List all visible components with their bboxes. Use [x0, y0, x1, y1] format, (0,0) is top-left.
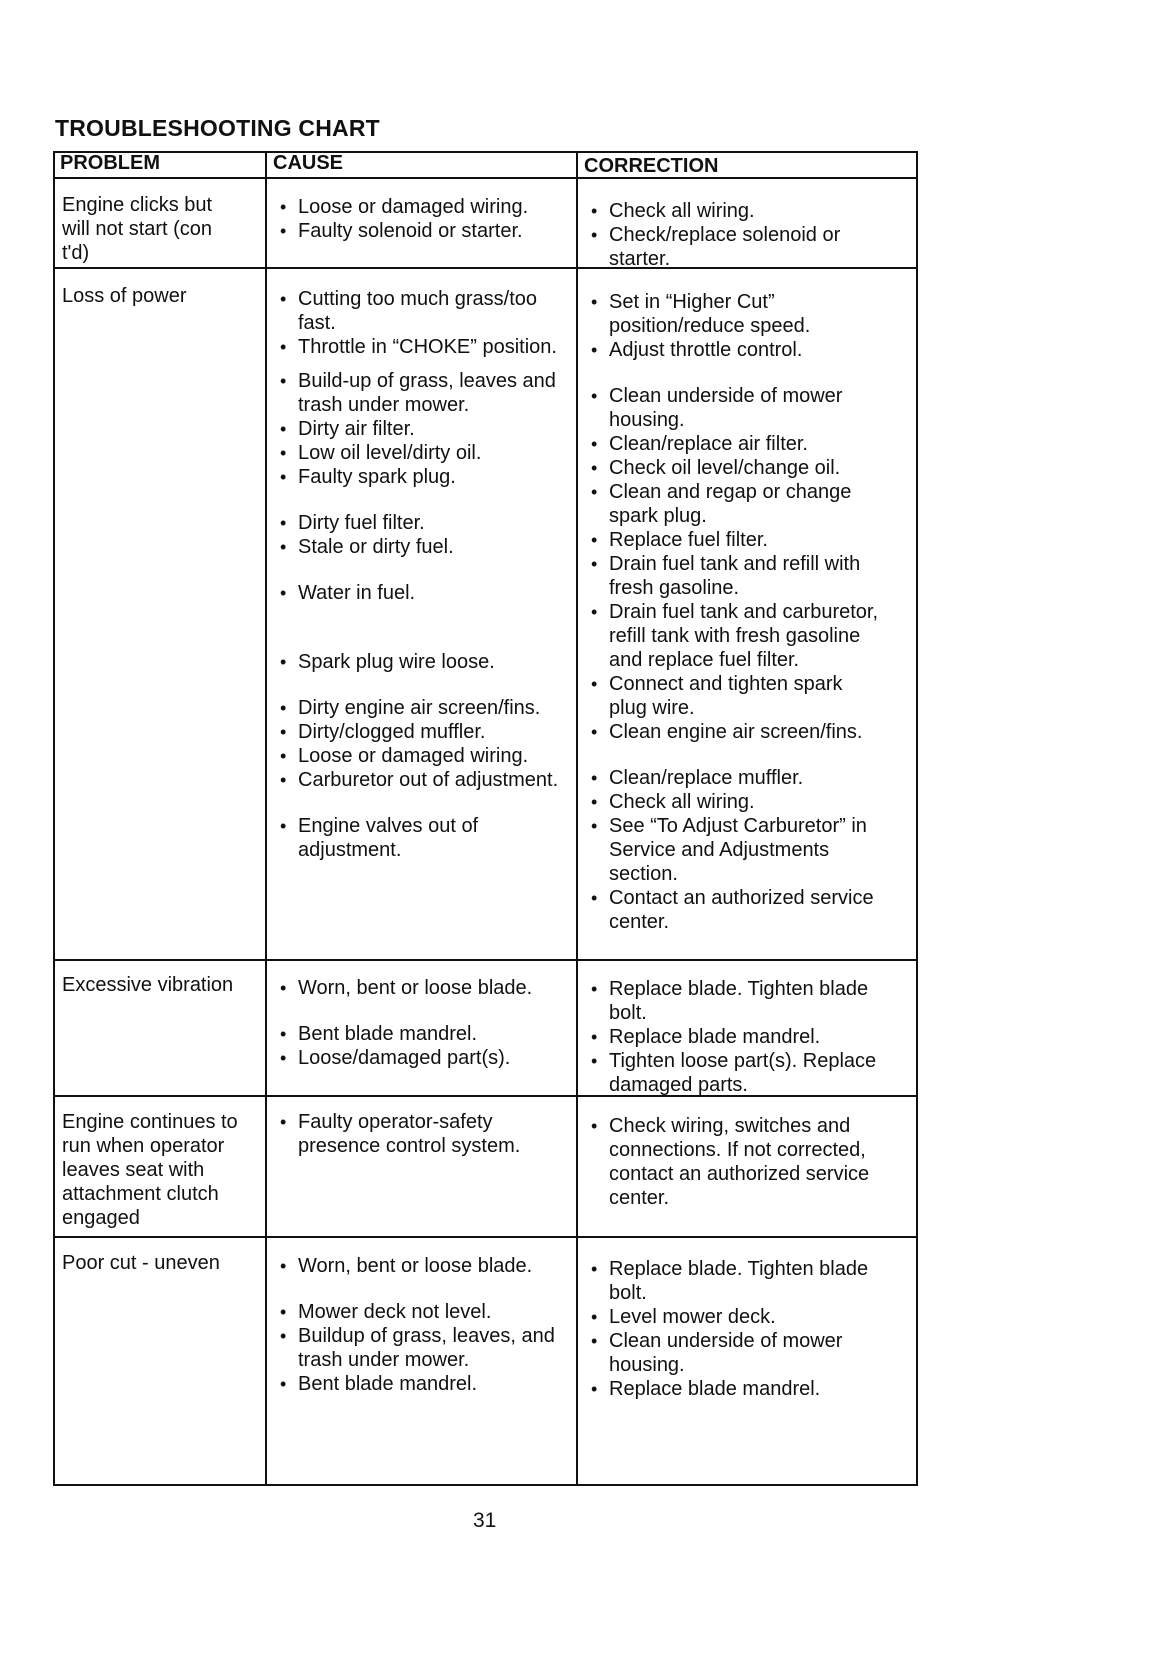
list-item: • Dirty fuel filter. — [273, 511, 573, 535]
list-item: • Throttle in “CHOKE” position. — [273, 335, 573, 359]
header-cause: CAUSE — [273, 152, 344, 174]
correction-cell-poor-cut — [584, 1257, 884, 1401]
list-item: • Check oil level/change oil. — [584, 456, 884, 480]
list-item: • Connect and tighten spark plug wire. — [584, 672, 884, 720]
troubleshooting-table — [53, 151, 918, 1486]
list-item: • Clean underside of mower housing. — [584, 384, 884, 432]
page-number: 31 — [473, 1509, 497, 1532]
list-item: • Faulty operator-safety presence control system. — [273, 1110, 573, 1158]
list-item: • Loose or damaged wiring. — [273, 195, 573, 219]
list-item: • Loose/damaged part(s). — [273, 1046, 573, 1070]
list-item: • Faulty solenoid or starter. — [273, 219, 573, 243]
list-item: • Bent blade mandrel. — [273, 1372, 573, 1396]
list-item: • Level mower deck. — [584, 1305, 884, 1329]
list-item: • Contact an authorized service center. — [584, 886, 884, 934]
problem-engine-continues: Engine continues to run when operator leaves seat with attachment clutch engaged — [62, 1111, 238, 1229]
list-item: • Clean underside of mower housing. — [584, 1329, 884, 1377]
list-item: • See “To Adjust Carburetor” in Service and Adjustments section. — [584, 814, 884, 886]
correction-list-engine-clicks — [584, 199, 884, 271]
list-item: • Dirty engine air screen/fins. — [273, 696, 573, 720]
list-item: • Carburetor out of adjustment. — [273, 768, 573, 792]
list-item: • Clean and regap or change spark plug. — [584, 480, 884, 528]
list-item: • Drain fuel tank and carburetor, refill tank with fresh gasoline and replace fuel filter. — [584, 600, 884, 672]
column-divider-1 — [265, 151, 267, 1486]
list-item: • Worn, bent or loose blade. — [273, 976, 573, 1000]
cause-list-engine-continues — [273, 1110, 573, 1158]
table-border-bottom — [53, 1484, 918, 1486]
list-item: • Dirty air filter. — [273, 417, 573, 441]
correction-list-poor-cut — [584, 1257, 884, 1401]
list-item: • Replace fuel filter. — [584, 528, 884, 552]
problem-engine-clicks: Engine clicks but will not start (con t'd) — [62, 194, 213, 264]
header-correction: CORRECTION — [584, 155, 719, 177]
list-item: • Replace blade. Tighten blade bolt. — [584, 1257, 884, 1305]
cause-list-excessive-vibration — [273, 976, 573, 1070]
table-border-right — [916, 151, 918, 1486]
list-item: • Bent blade mandrel. — [273, 1022, 573, 1046]
list-item: • Worn, bent or loose blade. — [273, 1254, 573, 1278]
header-problem: PROBLEM — [60, 152, 160, 174]
list-item: • Stale or dirty fuel. — [273, 535, 573, 559]
list-item: • Clean/replace muffler. — [584, 766, 884, 790]
cause-list-loss-of-power — [273, 287, 573, 862]
list-item: • Clean engine air screen/fins. — [584, 720, 884, 744]
list-item: • Drain fuel tank and refill with fresh gasoline. — [584, 552, 884, 600]
problem-excessive-vibration: Excessive vibration — [62, 974, 234, 996]
list-item: • Low oil level/dirty oil. — [273, 441, 573, 465]
list-item: • Check/replace solenoid or starter. — [584, 223, 884, 271]
list-item: • Check wiring, switches and connections. If not corrected, contact an authorized service center. — [584, 1114, 884, 1210]
header-divider — [53, 177, 918, 179]
cause-list-poor-cut — [273, 1254, 573, 1396]
column-divider-2 — [576, 151, 578, 1486]
problem-loss-of-power: Loss of power — [62, 285, 187, 307]
correction-list-loss-of-power — [584, 290, 884, 934]
cause-cell-loss-of-power — [273, 287, 573, 862]
correction-cell-loss-of-power — [584, 290, 884, 934]
list-item: • Mower deck not level. — [273, 1300, 573, 1324]
list-item: • Tighten loose part(s). Replace damaged parts. — [584, 1049, 884, 1097]
list-item: • Replace blade mandrel. — [584, 1025, 884, 1049]
list-item: • Buildup of grass, leaves, and trash under mower. — [273, 1324, 573, 1372]
list-item: • Water in fuel. — [273, 581, 573, 605]
cause-cell-poor-cut — [273, 1254, 573, 1396]
list-item: • Check all wiring. — [584, 790, 884, 814]
list-item: • Replace blade mandrel. — [584, 1377, 884, 1401]
cause-list-engine-clicks — [273, 195, 573, 243]
table-border-top — [53, 151, 918, 153]
cause-cell-engine-clicks — [273, 195, 573, 243]
list-item: • Build-up of grass, leaves and trash under mower. — [273, 369, 573, 417]
correction-cell-engine-continues — [584, 1114, 884, 1210]
correction-cell-excessive-vibration — [584, 977, 884, 1097]
list-item: • Dirty/clogged muffler. — [273, 720, 573, 744]
table-border-left — [53, 151, 55, 1486]
list-item: • Cutting too much grass/too fast. — [273, 287, 573, 335]
correction-cell-engine-clicks — [584, 199, 884, 271]
cause-cell-excessive-vibration — [273, 976, 573, 1070]
list-item: • Faulty spark plug. — [273, 465, 573, 489]
correction-list-excessive-vibration — [584, 977, 884, 1097]
list-item: • Replace blade. Tighten blade bolt. — [584, 977, 884, 1025]
row-divider-4 — [53, 1236, 918, 1238]
list-item: • Engine valves out of adjustment. — [273, 814, 573, 862]
row-divider-2 — [53, 959, 918, 961]
list-item: • Loose or damaged wiring. — [273, 744, 573, 768]
list-item: • Spark plug wire loose. — [273, 650, 573, 674]
list-item: • Check all wiring. — [584, 199, 884, 223]
correction-list-engine-continues — [584, 1114, 884, 1210]
problem-poor-cut: Poor cut - uneven — [62, 1252, 220, 1274]
list-item: • Set in “Higher Cut” position/reduce speed. — [584, 290, 884, 338]
list-item: • Adjust throttle control. — [584, 338, 884, 362]
list-item: • Clean/replace air filter. — [584, 432, 884, 456]
cause-cell-engine-continues — [273, 1110, 573, 1158]
page-title: TROUBLESHOOTING CHART — [55, 115, 380, 141]
